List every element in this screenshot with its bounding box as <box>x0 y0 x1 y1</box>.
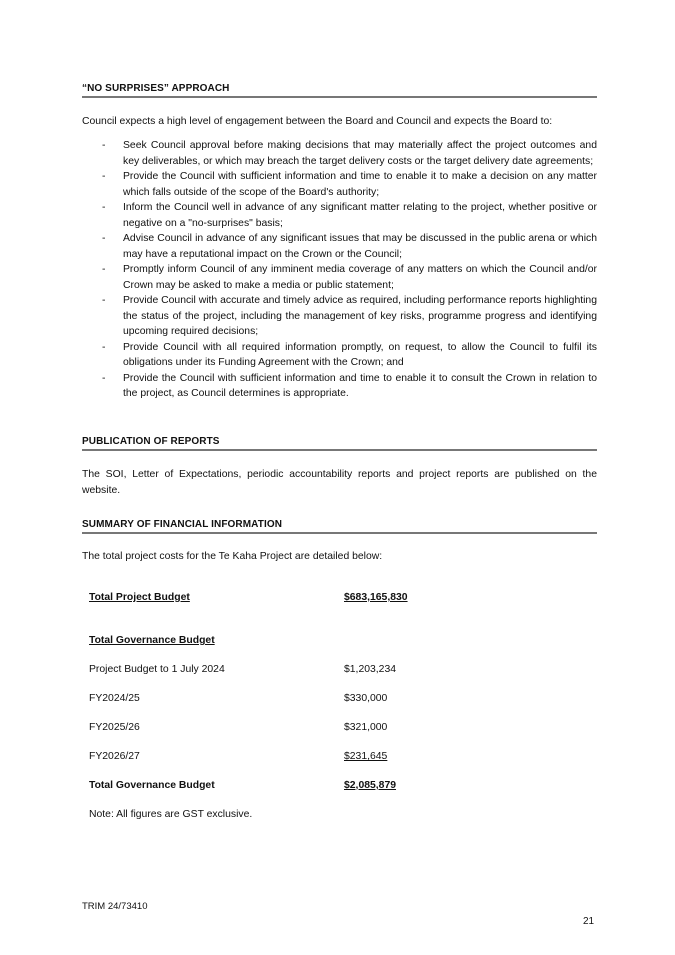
bullet-dash: - <box>102 295 106 306</box>
row-amount: $231,645 <box>344 751 388 762</box>
publication-heading: PUBLICATION OF REPORTS <box>82 436 597 451</box>
row-label: FY2026/27 <box>89 751 140 762</box>
list-item: - Promptly inform Council of any imminent media coverage of any matters on which the Council and/or Crown may be asked to make a media or public statement; <box>102 264 597 291</box>
list-item: - Provide Council with accurate and timely advice as required, including performance reports highlighting the status of the project, including the management of key risks, programme progress and identifying upcoming required decisions; <box>102 295 597 337</box>
trim-reference: TRIM 24/73410 <box>82 901 148 912</box>
list-item: - Seek Council approval before making decisions that may materially affect the project outcomes and key deliverables, or which may breach the target delivery costs or the target delivery date agreements; <box>102 140 597 167</box>
row-label: FY2024/25 <box>89 693 140 704</box>
total-project-budget-row <box>89 592 589 606</box>
row-amount: $1,203,234 <box>344 664 397 675</box>
financial-intro: The total project costs for the Te Kaha Project are detailed below: <box>82 551 383 562</box>
governance-budget-heading: Total Governance Budget <box>89 635 215 646</box>
bullet-dash: - <box>102 202 106 213</box>
row-label: Project Budget to 1 July 2024 <box>89 664 225 675</box>
bullet-dash: - <box>102 264 106 275</box>
bullet-dash: - <box>102 140 106 151</box>
financial-note-row <box>89 809 589 823</box>
table-row <box>89 722 589 736</box>
governance-budget-heading-row <box>89 635 589 649</box>
financial-note: Note: All figures are GST exclusive. <box>89 809 253 820</box>
no-surprises-bullet-list <box>82 138 597 402</box>
bullet-dash: - <box>102 341 106 353</box>
list-item: - Inform the Council well in advance of any significant matter relating to the project, whether positive or negative on a "no-surprises" basis; <box>102 202 597 229</box>
bullet-dash: - <box>102 171 106 182</box>
table-row <box>89 751 589 765</box>
bullet-dash: - <box>102 233 106 244</box>
total-project-budget-label: Total Project Budget <box>89 592 190 603</box>
governance-total-amount: $2,085,879 <box>344 780 397 791</box>
bullet-dash: - <box>102 372 106 384</box>
list-item: - Advise Council in advance of any significant issues that may be discussed in the public arena or which may have a reputational impact on the Crown or the Council; <box>102 233 597 260</box>
list-item: - Provide the Council with sufficient information and time to enable it to consult the Crown in relation to the project, as Council determines is appropriate. <box>102 372 597 399</box>
governance-total-row <box>89 780 589 794</box>
list-item: - Provide the Council with sufficient information and time to enable it to make a decision on any matter which falls outside of the scope of the Board's authority; <box>102 171 597 198</box>
row-amount: $321,000 <box>344 722 388 733</box>
governance-total-label: Total Governance Budget <box>89 780 215 791</box>
row-label: FY2025/26 <box>89 722 140 733</box>
table-row <box>89 664 589 678</box>
financial-heading: SUMMARY OF FINANCIAL INFORMATION <box>82 519 597 534</box>
no-surprises-intro: Council expects a high level of engagement between the Board and Council and expects the Board to: <box>82 116 553 127</box>
row-amount: $330,000 <box>344 693 388 704</box>
total-project-budget-amount: $683,165,830 <box>344 592 408 603</box>
publication-text: The SOI, Letter of Expectations, periodic accountability reports and project reports are published on the website. <box>82 469 597 496</box>
page-number: 21 <box>583 916 595 927</box>
list-item: - Provide Council with all required information promptly, on request, to allow the Council to fulfil its obligations under its Funding Agreement with the Crown; and <box>102 341 597 368</box>
table-row <box>89 693 589 707</box>
no-surprises-heading: “NO SURPRISES” APPROACH <box>82 83 597 98</box>
